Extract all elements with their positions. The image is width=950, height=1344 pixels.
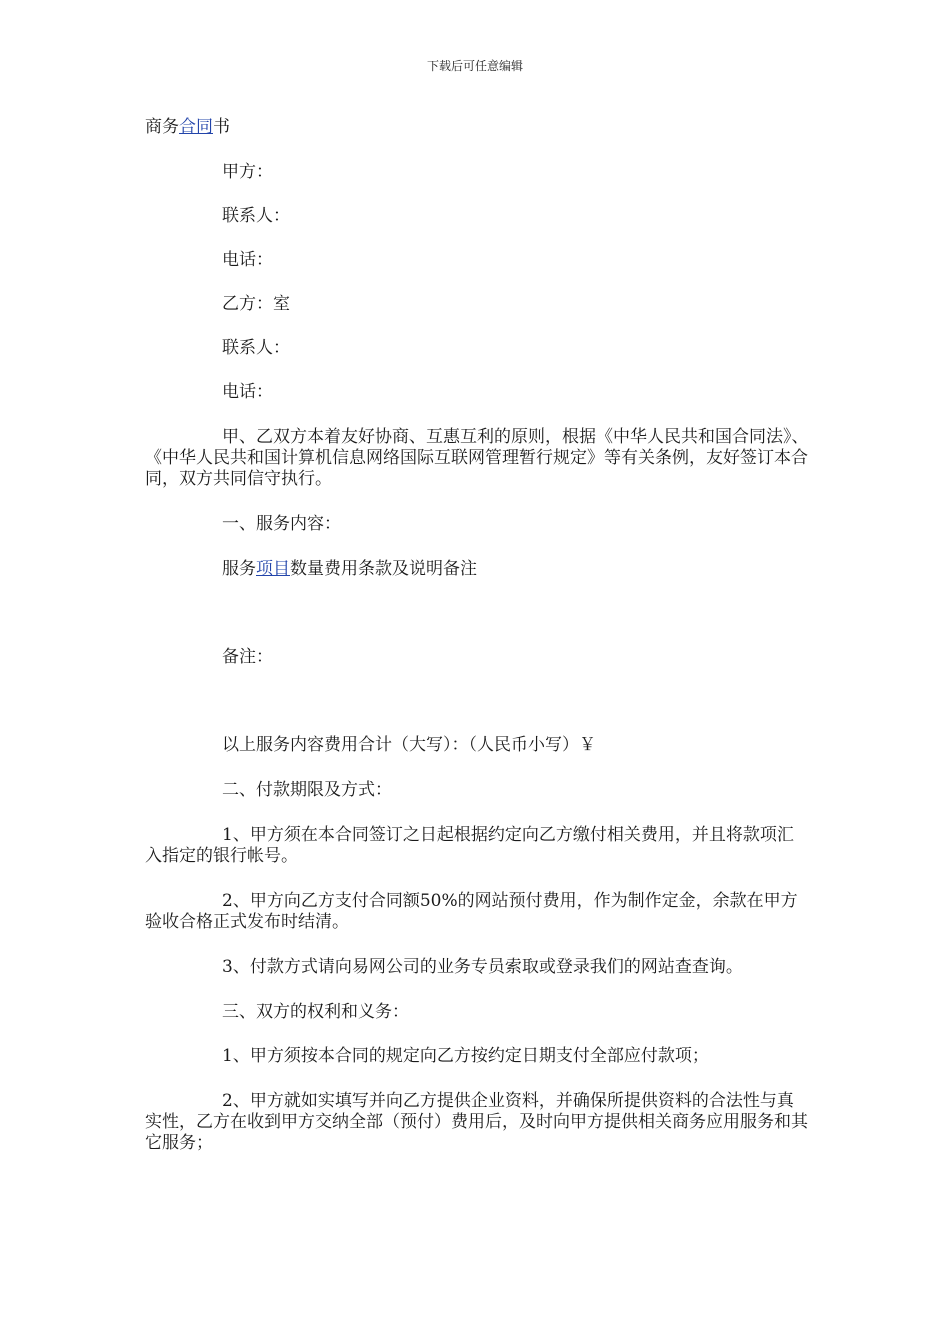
section-3-item: 2、甲方就如实填写并向乙方提供企业资料，并确保所提供资料的合法性与真实性，乙方在收到甲方交纳全部（预付）费用后，及时向甲方提供相关商务应用服务和其它服务； [145, 1091, 808, 1153]
section-2-item: 3、付款方式请向易网公司的业务专员索取或登录我们的网站查查询。 [222, 957, 743, 977]
remark-label: 备注： [222, 647, 273, 667]
intro-paragraph: 甲、乙双方本着友好协商、互惠互利的原则，根据《中华人民共和国合同法》、《中华人民共和国计算机信息网络国际互联网管理暂行规定》等有关条例，友好签订本合同，双方共同信守执行。 [145, 427, 809, 489]
title-link[interactable]: 合同 [179, 117, 213, 137]
title-suffix: 书 [213, 117, 230, 137]
service-table-header [145, 559, 810, 580]
party-a-label: 甲方： [222, 162, 273, 182]
section-3-item: 1、甲方须按本合同的规定向乙方按约定日期支付全部应付款项； [222, 1046, 709, 1066]
party-a-contact-label: 联系人： [222, 206, 290, 226]
title-prefix: 商务 [145, 117, 179, 137]
party-b-phone-label: 电话： [222, 382, 273, 402]
party-b-label: 乙方：室 [222, 294, 290, 314]
document-title [145, 117, 810, 138]
section-2-item: 2、甲方向乙方支付合同额50%的网站预付费用，作为制作定金，余款在甲方验收合格正式发布时结清。 [145, 891, 798, 932]
service-item-link[interactable]: 项目 [256, 559, 290, 579]
service-header-prefix: 服务 [222, 559, 256, 579]
section-1-title: 一、服务内容： [222, 514, 341, 534]
service-header-suffix: 数量费用条款及说明备注 [290, 559, 477, 579]
page-header-note: 下载后可任意编辑 [426, 59, 523, 73]
section-2-title: 二、付款期限及方式： [222, 780, 392, 800]
total-fee-line: 以上服务内容费用合计（大写）：（人民币小写）￥ [222, 735, 596, 755]
section-2-item: 1、甲方须在本合同签订之日起根据约定向乙方缴付相关费用，并且将款项汇入指定的银行帐号。 [145, 825, 794, 866]
party-a-phone-label: 电话： [222, 250, 273, 270]
party-b-contact-label: 联系人： [222, 338, 290, 358]
section-3-title: 三、双方的权利和义务： [222, 1002, 409, 1022]
